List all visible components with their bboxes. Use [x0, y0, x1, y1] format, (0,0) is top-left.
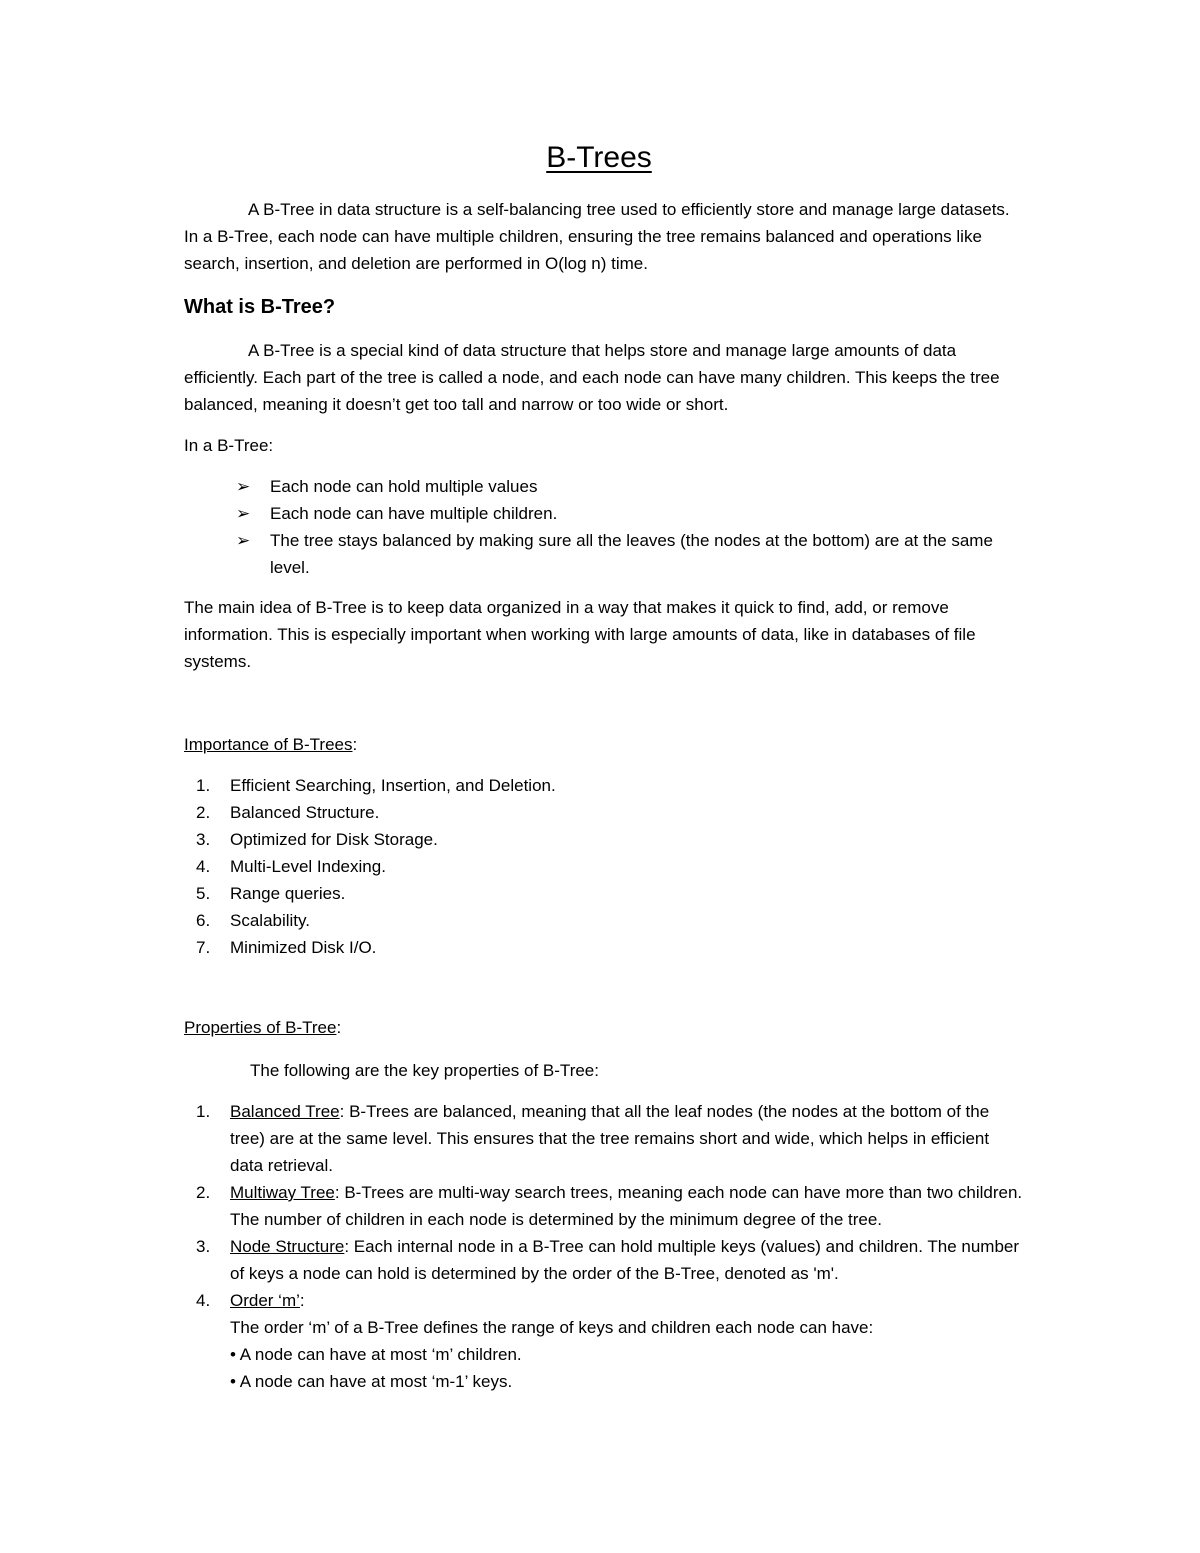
in-b-tree-label: In a B-Tree: [184, 436, 274, 455]
list-item: 4. Order ‘m’: The order ‘m’ of a B-Tree defines the range of keys and children each node can have: • A node can have at most ‘m’ children. • A node can have at most ‘m-1’ keys. [184, 1287, 1024, 1395]
b-tree-points-list [236, 473, 1026, 581]
arrow-bullet-icon: ➢ [236, 531, 251, 550]
list-item: 2. Balanced Structure. [196, 803, 380, 822]
order-bullet: • A node can have at most ‘m’ children. [230, 1345, 522, 1364]
list-item: 3. Optimized for Disk Storage. [196, 830, 438, 849]
arrow-bullet-icon: ➢ [236, 504, 251, 523]
list-item: 7. Minimized Disk I/O. [196, 938, 377, 957]
what-is-heading: What is B-Tree? [184, 296, 336, 318]
properties-list [184, 1098, 1024, 1395]
order-bullet: • A node can have at most ‘m-1’ keys. [230, 1372, 513, 1391]
list-item: ➢ Each node can have multiple children. [236, 500, 1026, 527]
what-is-paragraph: A B-Tree is a special kind of data structure that helps store and manage large amounts of data efficiently. Each part of the tree is called a node, and each node can have many children. This keeps the tree balanced, meaning it doesn’t get too tall and narrow or too wide or short. [184, 341, 1000, 414]
importance-heading: Importance of B-Trees: [184, 735, 358, 754]
list-item: 6. Scalability. [196, 911, 310, 930]
list-item: 4. Multi-Level Indexing. [196, 857, 386, 876]
list-item: ➢ Each node can hold multiple values [236, 473, 1026, 500]
intro-paragraph: A B-Tree in data structure is a self-balancing tree used to efficiently store and manage large datasets. In a B-Tree, each node can have multiple children, ensuring the tree remains balanced and operations like search, insertion, and deletion are performed in O(log n) time. [184, 200, 1010, 273]
list-item: 1. Efficient Searching, Insertion, and Deletion. [196, 776, 556, 795]
list-item: ➢ The tree stays balanced by making sure all the leaves (the nodes at the bottom) are at the same level. [236, 527, 1026, 581]
importance-list [184, 772, 1024, 961]
order-description: The order ‘m’ of a B-Tree defines the range of keys and children each node can have: [230, 1318, 874, 1337]
main-idea-paragraph: The main idea of B-Tree is to keep data organized in a way that makes it quick to find, add, or remove information. This is especially important when working with large amounts of data, like in databases of file systems. [184, 598, 976, 671]
list-item: 2. Multiway Tree: B-Trees are multi-way search trees, meaning each node can have more than two children. The number of children in each node is determined by the minimum degree of the tree. [196, 1183, 1023, 1229]
list-item: 3. Node Structure: Each internal node in a B-Tree can hold multiple keys (values) and children. The number of keys a node can hold is determined by the order of the B-Tree, denoted as 'm'. [196, 1237, 1020, 1283]
properties-heading: Properties of B-Tree: [184, 1018, 342, 1037]
list-item: 1. Balanced Tree: B-Trees are balanced, meaning that all the leaf nodes (the nodes at the bottom of the tree) are at the same level. This ensures that the tree remains short and wide, which helps in efficient data retrieval. [196, 1102, 990, 1175]
arrow-bullet-icon: ➢ [236, 477, 251, 496]
properties-intro: The following are the key properties of B-Tree: [250, 1061, 599, 1080]
page-title: B-Trees [546, 141, 652, 174]
list-item: 5. Range queries. [196, 884, 346, 903]
